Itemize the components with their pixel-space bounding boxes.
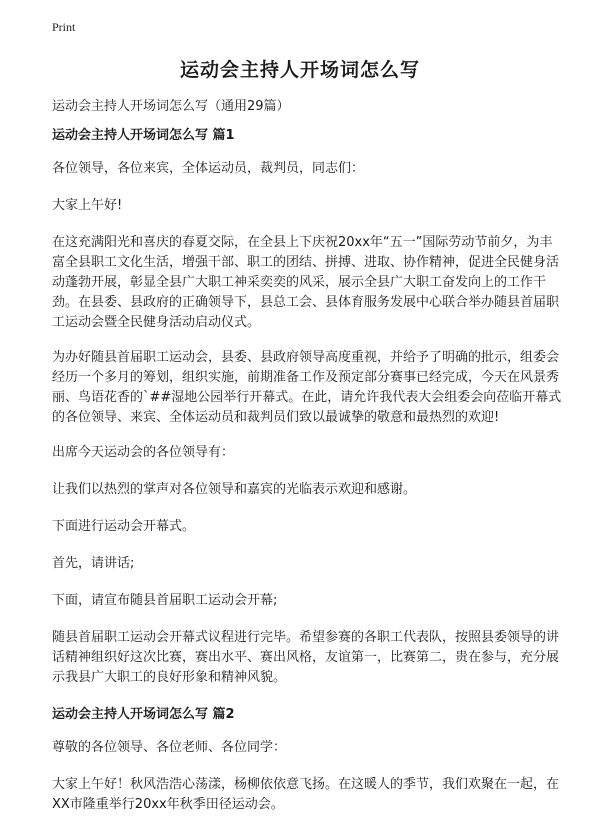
- paragraph: 出席今天运动会的各位领导有：: [52, 445, 235, 460]
- page-title: 运动会主持人开场词怎么写: [179, 59, 420, 81]
- paragraph: 让我们以热烈的掌声对各位领导和嘉宾的光临表示欢迎和感谢。: [52, 482, 417, 497]
- paragraph: 随县首届职工运动会开幕式议程进行完毕。希望参赛的各职工代表队，按照县委领导的讲话精神组织好这次比赛，赛出水平、赛出风格，友谊第一，比赛第二，贵在参与，充分展示我县广大职工的良好形象和精神风貌。: [52, 630, 560, 685]
- print-link[interactable]: Print: [52, 20, 76, 34]
- paragraph: 在这充满阳光和喜庆的春夏交际，在全县上下庆祝20xx年“五一”国际劳动节前夕，为丰富全县职工文化生活，增强干部、职工的团结、拼搏、进取、协作精神，促进全民健身活动蓬勃开展，彰显全县广大职工神采奕奕的风采，展示全县广大职工奋发向上的工作干劲。在县委、县政府的正确领导下，县总工会、县体育服务发展中心联合举办随县首届职工运动会暨全民健身活动启动仪式。: [52, 235, 560, 330]
- document-body: [52, 118, 562, 830]
- paragraph: 各位领导，各位来宾，全体运动员，裁判员，同志们：: [52, 161, 365, 176]
- paragraph: 下面进行运动会开幕式。: [52, 519, 196, 534]
- document-subtitle: 运动会主持人开场词怎么写（通用29篇）: [52, 99, 290, 114]
- paragraph: 下面，请宣布随县首届职工运动会开幕;: [52, 593, 278, 608]
- paragraph: 大家上午好!: [52, 198, 123, 213]
- paragraph: 为办好随县首届职工运动会，县委、县政府领导高度重视，并给予了明确的批示，组委会经历一个多月的筹划，组织实施，前期准备工作及预定部分赛事已经完成，今天在风景秀丽、鸟语花香的`##湿地公园举行开幕式。在此，请允许我代表大会组委会向莅临开幕式的各位领导、来宾、全体运动员和裁判员们致以最诚挚的敬意和最热烈的欢迎!: [52, 350, 562, 425]
- paragraph: 尊敬的各位领导、各位老师、各位同学：: [52, 740, 287, 755]
- section-heading: 运动会主持人开场词怎么写 篇2: [52, 707, 235, 722]
- paragraph: 首先，请讲话;: [52, 556, 135, 571]
- paragraph: 大家上午好！秋风浩浩心荡漾，杨柳依依意飞扬。在这暖人的季节，我们欢聚在一起，在XX市隆重举行20xx年秋季田径运动会。: [52, 777, 560, 812]
- section-heading: 运动会主持人开场词怎么写 篇1: [52, 128, 235, 143]
